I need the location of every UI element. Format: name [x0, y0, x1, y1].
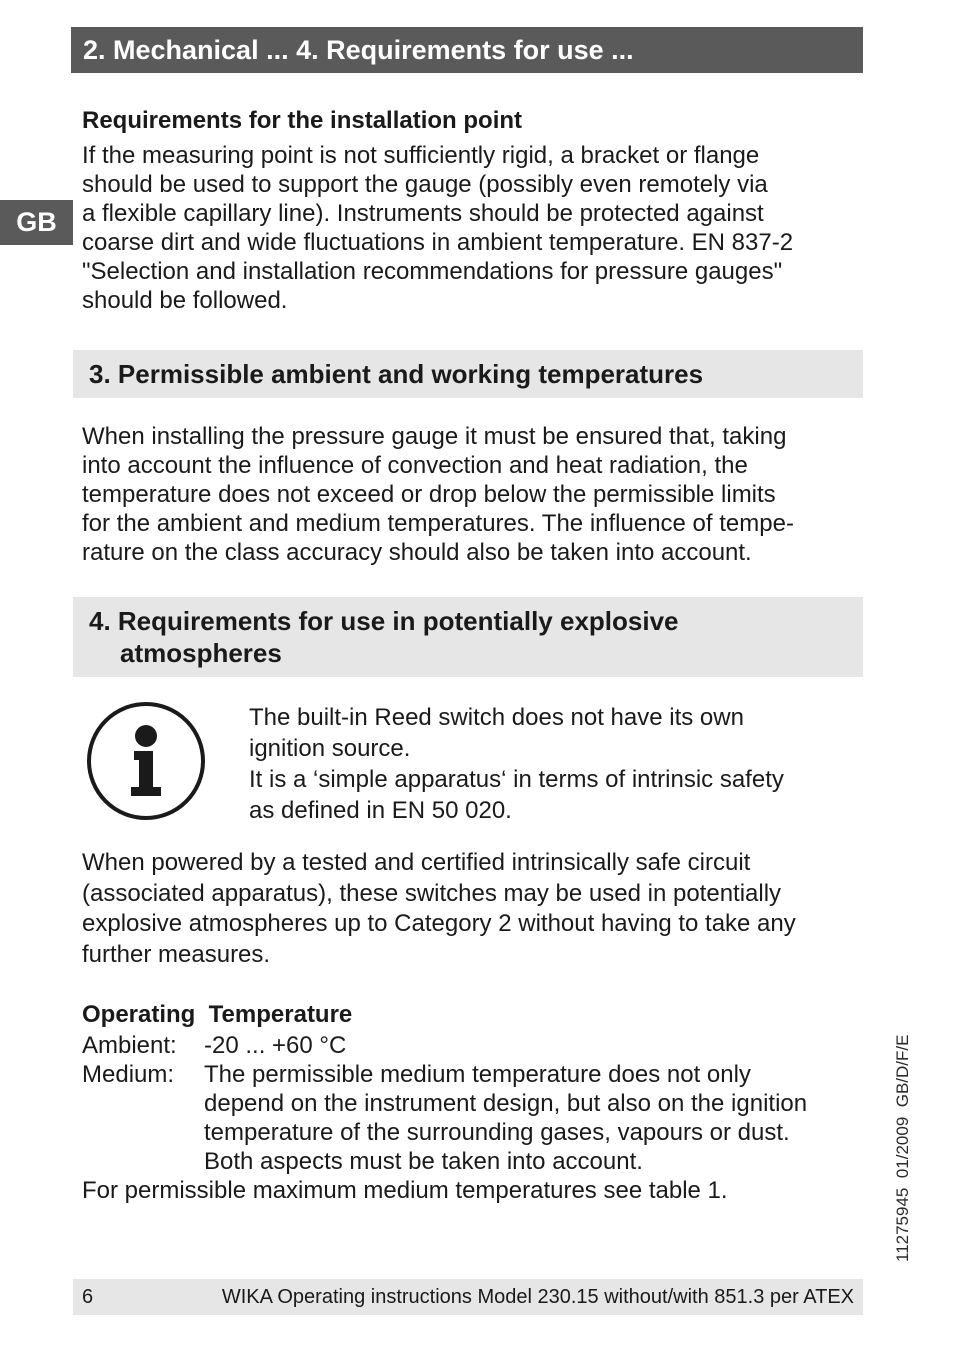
medium-value: [204, 1060, 872, 1176]
section-4-heading-line-1: 4. Requirements for use in potentially explosive: [89, 606, 679, 636]
ambient-value: -20 ... +60 °C: [204, 1032, 347, 1059]
paragraph-line: rature on the class accuracy should also be taken into account.: [82, 539, 752, 566]
page-footer: [73, 1279, 863, 1315]
operating-temperature-heading: Operating Temperature: [82, 1001, 353, 1028]
installation-heading: Requirements for the installation point: [82, 107, 523, 134]
operating-temperature-table: [82, 1031, 872, 1205]
section-4-heading: [73, 597, 863, 677]
paragraph-line: temperature does not exceed or drop below the permissible limits: [82, 481, 776, 508]
section-4-paragraph: [82, 848, 796, 970]
language-tab: [0, 200, 73, 245]
medium-line: Both aspects must be taken into account.: [204, 1148, 643, 1175]
paragraph-line: further measures.: [82, 940, 271, 968]
footer-text: WIKA Operating instructions Model 230.15 without/with 851.3 per ATEX: [221, 1286, 854, 1308]
info-note-line: as defined in EN 50 020.: [249, 797, 512, 824]
paragraph-line: When powered by a tested and certified intrinsically safe circuit: [82, 849, 751, 876]
ambient-row: [82, 1031, 872, 1060]
paragraph-line: When installing the pressure gauge it must be ensured that, taking: [82, 423, 787, 450]
info-note-line: The built-in Reed switch does not have its own: [249, 704, 744, 731]
language-tab-label: GB: [16, 207, 57, 237]
ambient-label: Ambient:: [82, 1032, 177, 1059]
info-note-line: It is a ‘simple apparatus‘ in terms of intrinsic safety: [249, 766, 784, 793]
page-header: [71, 27, 863, 73]
section-4-heading-line-2: atmospheres: [120, 638, 282, 668]
paragraph-line: If the measuring point is not sufficiently rigid, a bracket or flange: [82, 142, 760, 169]
installation-paragraph: [82, 141, 793, 315]
page-number: 6: [82, 1286, 94, 1308]
medium-line: temperature of the surrounding gases, vapours or dust.: [204, 1119, 790, 1146]
medium-line: The permissible medium temperature does not only: [204, 1061, 751, 1088]
paragraph-line: should be used to support the gauge (possibly even remotely via: [82, 171, 768, 198]
paragraph-line: a flexible capillary line). Instruments should be protected against: [82, 200, 764, 227]
page-header-title: 2. Mechanical ... 4. Requirements for use ...: [83, 35, 634, 65]
info-note: [249, 702, 784, 826]
medium-label: Medium:: [82, 1061, 175, 1088]
info-note-line: ignition source.: [249, 735, 411, 762]
paragraph-line: into account the influence of convection and heat radiation, the: [82, 452, 748, 479]
section-3-heading: [73, 350, 863, 398]
document-code: 11275945 01/2009 GB/D/F/E: [893, 1034, 912, 1262]
paragraph-line: "Selection and installation recommendations for pressure gauges": [82, 258, 783, 285]
medium-line: depend on the instrument design, but also on the ignition: [204, 1090, 808, 1117]
medium-row: [82, 1060, 872, 1176]
paragraph-line: (associated apparatus), these switches may be used in potentially: [82, 879, 782, 907]
paragraph-line: explosive atmospheres up to Category 2 without having to take any: [82, 910, 796, 937]
paragraph-line: coarse dirt and wide fluctuations in ambient temperature. EN 837-2: [82, 229, 794, 256]
operating-note: For permissible maximum medium temperatures see table 1.: [82, 1177, 728, 1204]
paragraph-line: for the ambient and medium temperatures. The influence of tempe-: [82, 510, 794, 537]
paragraph-line: should be followed.: [82, 287, 288, 314]
info-icon: [84, 699, 208, 823]
section-3-paragraph: [82, 422, 794, 567]
section-3-heading-text: 3. Permissible ambient and working temperatures: [89, 359, 704, 389]
